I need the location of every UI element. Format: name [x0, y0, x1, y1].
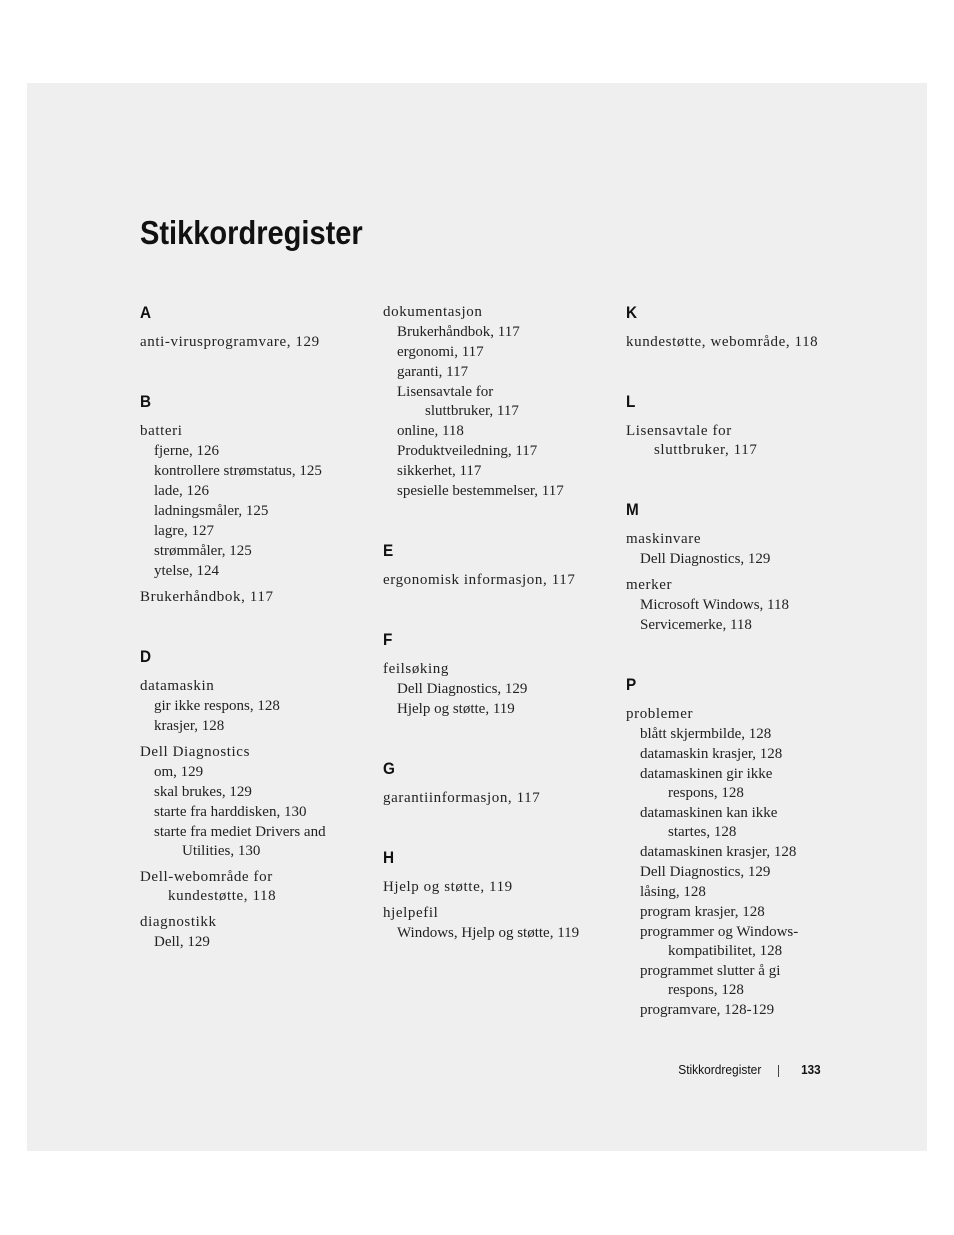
index-subentry-text: Servicemerke, 118: [640, 617, 752, 633]
section-letter: E: [383, 541, 394, 560]
index-subentry-text: programmer og Windows-: [640, 924, 799, 940]
index-subentry-text: Dell Diagnostics, 129: [640, 551, 771, 567]
footer-section-label: Stikkordregister: [677, 1062, 761, 1077]
index-subentry: [154, 462, 375, 481]
index-subentry-text: programvare, 128-129: [640, 1002, 775, 1018]
index-entry: [140, 913, 375, 932]
section-letter: A: [140, 303, 152, 322]
index-subentry: [640, 550, 861, 569]
index-subentry: [640, 1001, 861, 1020]
section-letter: M: [626, 500, 639, 519]
index-subentry: [640, 883, 861, 902]
index-subentry-text: Brukerhåndbok, 117: [397, 324, 520, 340]
index-entry: [383, 303, 618, 322]
index-subentry: [397, 343, 618, 362]
index-entry: [383, 904, 618, 923]
index-subentry: [640, 843, 861, 862]
index-subentry-text: Dell Diagnostics, 129: [640, 864, 771, 880]
index-subentry-text: ytelse, 124: [154, 563, 219, 579]
index-entry: [383, 571, 618, 590]
index-subentry-text: datamaskin krasjer, 128: [640, 746, 783, 762]
index-entry-text: garantiinformasjon, 117: [383, 790, 541, 806]
index-subentry-text: ergonomi, 117: [397, 344, 484, 360]
index-entry: [140, 743, 375, 762]
index-entry: [626, 530, 861, 549]
index-subentry-continuation: respons, 128: [668, 785, 744, 801]
index-subentry: [397, 680, 618, 699]
index-subentry: [640, 765, 861, 803]
index-entry-text: maskinvare: [626, 531, 702, 547]
index-subentry: [640, 745, 861, 764]
index-subentry: [154, 522, 375, 541]
index-subentry-text: Produktveiledning, 117: [397, 443, 538, 459]
index-subentry-text: gir ikke respons, 128: [154, 698, 280, 714]
index-subentry: [397, 700, 618, 719]
page-number: 133: [801, 1062, 821, 1077]
index-subentry: [640, 616, 861, 635]
index-subentry: [640, 923, 861, 961]
index-entry: [140, 868, 375, 906]
index-entry: [140, 333, 375, 352]
index-subentry: [154, 933, 375, 952]
index-subentry-text: datamaskinen kan ikke: [640, 805, 778, 821]
index-subentry-continuation: respons, 128: [668, 982, 744, 998]
index-subentry-text: online, 118: [397, 423, 464, 439]
index-entry: [383, 789, 618, 808]
page-footer: [0, 1062, 821, 1080]
index-subentry: [397, 363, 618, 382]
index-entry-text: Lisensavtale for: [626, 423, 732, 439]
index-entry: [140, 588, 375, 607]
index-column-3: [626, 303, 861, 1020]
page-title: Stikkordregister: [140, 214, 363, 251]
index-subentry-text: starte fra mediet Drivers and: [154, 824, 326, 840]
index-entry-text: hjelpefil: [383, 905, 439, 921]
index-subentry: [397, 482, 618, 501]
index-entry: [140, 422, 375, 441]
index-entry-text: anti-virusprogramvare, 129: [140, 334, 320, 350]
index-entry-text: datamaskin: [140, 678, 215, 694]
index-subentry: [397, 442, 618, 461]
index-subentry-text: datamaskinen gir ikke: [640, 766, 773, 782]
index-subentry-text: program krasjer, 128: [640, 904, 765, 920]
index-subentry-text: blått skjermbilde, 128: [640, 726, 772, 742]
index-subentry-text: ladningsmåler, 125: [154, 503, 269, 519]
index-subentry: [154, 803, 375, 822]
index-column-2: [383, 303, 618, 943]
index-entry-text: feilsøking: [383, 661, 449, 677]
index-subentry-text: garanti, 117: [397, 364, 469, 380]
index-subentry-text: lade, 126: [154, 483, 209, 499]
section-letter: K: [626, 303, 638, 322]
index-entry: [626, 333, 861, 352]
index-entry: [626, 576, 861, 595]
index-column-1: [140, 303, 375, 952]
index-subentry: [154, 717, 375, 736]
index-entry-text: Dell-webområde for: [140, 869, 273, 885]
index-subentry-continuation: Utilities, 130: [182, 843, 261, 859]
index-subentry: [397, 924, 618, 943]
index-subentry: [640, 863, 861, 882]
index-entry-text: batteri: [140, 423, 183, 439]
index-subentry-text: sikkerhet, 117: [397, 463, 482, 479]
index-subentry-text: Windows, Hjelp og støtte, 119: [397, 925, 580, 941]
index-subentry: [154, 442, 375, 461]
index-subentry-text: starte fra harddisken, 130: [154, 804, 307, 820]
index-subentry-continuation: startes, 128: [668, 824, 737, 840]
index-entry-text: kundestøtte, webområde, 118: [626, 334, 819, 350]
index-subentry: [640, 903, 861, 922]
index-subentry-text: kontrollere strømstatus, 125: [154, 463, 322, 479]
index-entry-text: problemer: [626, 706, 694, 722]
index-subentry-text: datamaskinen krasjer, 128: [640, 844, 797, 860]
section-letter: L: [626, 392, 636, 411]
index-subentry: [154, 562, 375, 581]
index-subentry: [154, 823, 375, 861]
index-subentry: [154, 502, 375, 521]
index-entry: [626, 705, 861, 724]
section-letter: G: [383, 759, 395, 778]
index-subentry: [397, 422, 618, 441]
index-entry-continuation: kundestøtte, 118: [168, 888, 277, 904]
index-subentry-text: Hjelp og støtte, 119: [397, 701, 515, 717]
index-entry-text: Brukerhåndbok, 117: [140, 589, 274, 605]
section-letter: P: [626, 675, 637, 694]
index-entry-continuation: sluttbruker, 117: [654, 442, 758, 458]
index-subentry-text: lagre, 127: [154, 523, 214, 539]
index-subentry: [154, 697, 375, 716]
index-entry: [140, 677, 375, 696]
index-subentry-text: Lisensavtale for: [397, 384, 494, 400]
index-subentry-text: strømmåler, 125: [154, 543, 252, 559]
index-entry-text: dokumentasjon: [383, 304, 483, 320]
section-letter: B: [140, 392, 152, 411]
index-subentry: [640, 962, 861, 1000]
index-entry-text: Dell Diagnostics: [140, 744, 251, 760]
index-subentry: [397, 323, 618, 342]
index-subentry-text: Dell Diagnostics, 129: [397, 681, 528, 697]
section-letter: F: [383, 630, 393, 649]
footer-divider: [778, 1065, 779, 1077]
index-subentry: [640, 596, 861, 615]
index-subentry-text: spesielle bestemmelser, 117: [397, 483, 564, 499]
index-subentry-text: Dell, 129: [154, 934, 210, 950]
index-entry-text: diagnostikk: [140, 914, 217, 930]
index-entry-text: merker: [626, 577, 673, 593]
index-subentry: [154, 763, 375, 782]
index-entry-text: Hjelp og støtte, 119: [383, 879, 513, 895]
index-entry-text: ergonomisk informasjon, 117: [383, 572, 576, 588]
index-subentry: [154, 783, 375, 802]
index-subentry-text: fjerne, 126: [154, 443, 219, 459]
index-subentry: [154, 482, 375, 501]
index-subentry-continuation: kompatibilitet, 128: [668, 943, 783, 959]
index-entry: [383, 660, 618, 679]
index-subentry-continuation: sluttbruker, 117: [425, 403, 519, 419]
index-entry: [383, 878, 618, 897]
index-subentry-text: programmet slutter å gi: [640, 963, 781, 979]
index-subentry-text: låsing, 128: [640, 884, 706, 900]
index-subentry: [640, 725, 861, 744]
index-subentry: [154, 542, 375, 561]
index-subentry: [640, 804, 861, 842]
index-subentry-text: Microsoft Windows, 118: [640, 597, 789, 613]
index-subentry: [397, 383, 618, 421]
index-subentry-text: krasjer, 128: [154, 718, 225, 734]
index-subentry-text: om, 129: [154, 764, 204, 780]
section-letter: H: [383, 848, 395, 867]
index-subentry: [397, 462, 618, 481]
section-letter: D: [140, 647, 152, 666]
index-subentry-text: skal brukes, 129: [154, 784, 252, 800]
index-entry: [626, 422, 861, 460]
